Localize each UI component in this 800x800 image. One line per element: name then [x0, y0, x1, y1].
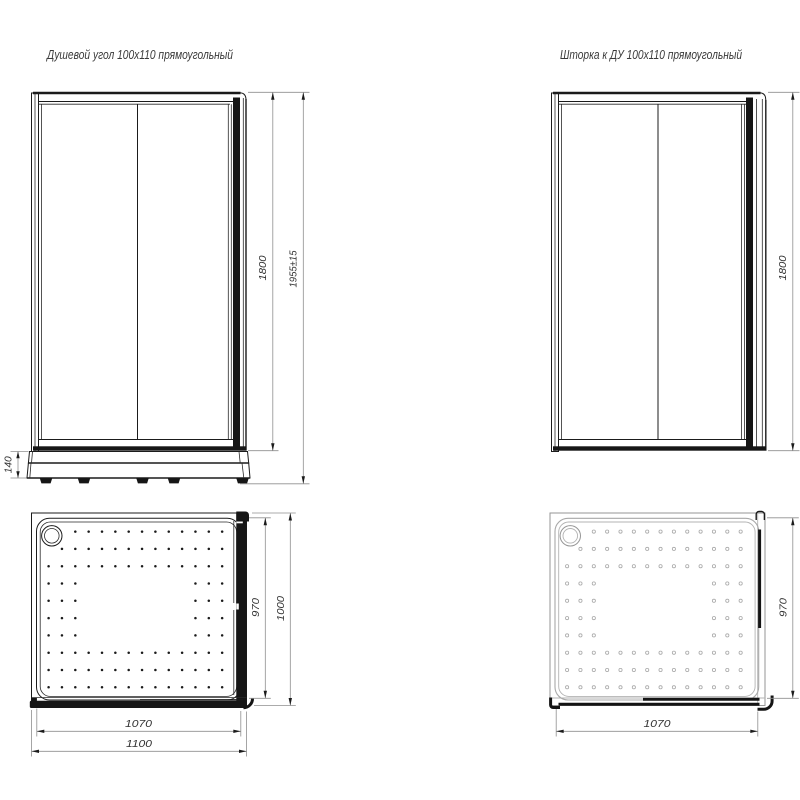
enclosure-dim-tray-height: [3, 452, 29, 479]
screen-plan-dim-depth: [767, 518, 799, 699]
dots-enclosure: [47, 530, 223, 688]
screen-dim-door-height: [768, 92, 800, 450]
tray-foot: [168, 478, 180, 483]
enclosure-plan-view: [30, 512, 296, 757]
screen-front-view: [552, 92, 800, 451]
dim-value: 1100: [126, 738, 153, 750]
enclosure-dim-total-height: [240, 92, 310, 484]
enclosure-front-view: [3, 92, 310, 484]
dim-value: 1955±15: [287, 246, 300, 288]
dim-value: 970: [777, 599, 790, 617]
dim-value: 140: [2, 455, 15, 474]
dim-value: 1070: [125, 718, 153, 730]
enclosure-dim-door-height: [248, 92, 310, 450]
enclosure-title: Душевой угол 100х110 прямоугольный: [45, 48, 234, 62]
tray-foot: [136, 478, 148, 483]
dots-screen: [566, 530, 743, 689]
enclosure-plan-dim-width-inner: [37, 709, 241, 737]
screen-plan-view: [550, 512, 799, 737]
tray-side-view: [27, 452, 250, 484]
wall-profile: [551, 698, 560, 708]
tray-foot: [78, 478, 90, 483]
screen-title: Шторка к ДУ 100х110 прямоугольный: [560, 48, 743, 62]
tray-foot: [40, 478, 52, 483]
dim-value: 1070: [643, 718, 671, 730]
dim-value: 970: [250, 599, 262, 617]
tray-foot: [236, 478, 248, 483]
screen-plan-dim-width: [556, 709, 758, 737]
enclosure-plan-dim-width-outer: [32, 710, 247, 757]
dim-value: 1800: [257, 257, 269, 281]
enclosure-plan-dim-depth-inner: [249, 518, 271, 699]
dim-value: 1800: [777, 257, 789, 281]
dim-value: 1000: [275, 597, 287, 621]
